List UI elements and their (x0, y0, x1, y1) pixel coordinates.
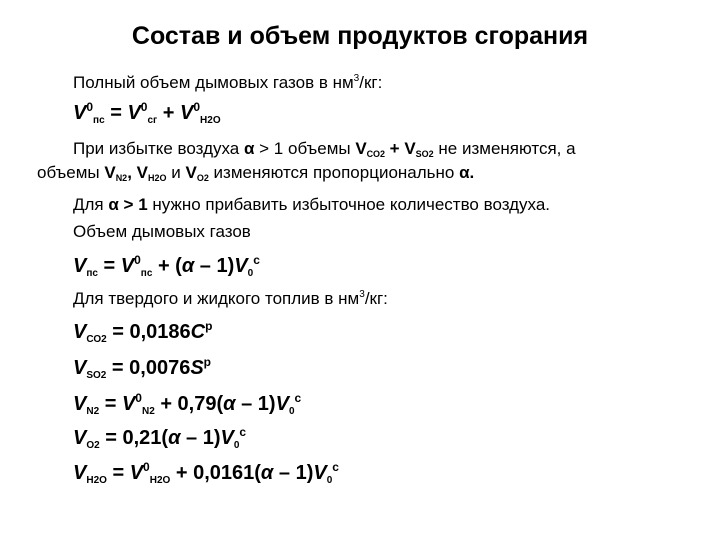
subscript: пс (93, 115, 105, 126)
var-s: S (190, 357, 204, 379)
text-span: не изменяются, а (433, 139, 576, 158)
text-span: нужно прибавить избыточное количество воздуха. (147, 195, 551, 214)
formula-total-volume (0, 100, 720, 126)
text-span: объемы (37, 163, 105, 182)
var-c: С (190, 321, 206, 343)
superscript: 0 (86, 100, 94, 114)
subscript: 0 (247, 268, 254, 279)
subscript: СО2 (86, 334, 107, 345)
superscript: р (205, 319, 213, 333)
var-v: V (136, 163, 148, 182)
var-v: V (73, 321, 87, 343)
subscript: пс (140, 268, 153, 279)
alpha-symbol: α (168, 427, 181, 449)
subscript: СО2 (366, 149, 385, 159)
subscript: O2 (86, 440, 100, 451)
superscript: 3 (359, 289, 365, 300)
subscript: пс (86, 268, 98, 279)
var-v: V (180, 102, 194, 124)
operator: = (104, 102, 128, 124)
var-v: V (121, 393, 136, 415)
superscript: с (332, 460, 339, 474)
text-span: Полный объем дымовых газов в нм (73, 73, 354, 92)
alpha-symbol: α (181, 255, 195, 277)
subscript: N2 (86, 406, 100, 417)
superscript: 0 (193, 100, 201, 114)
var-v: V (220, 427, 234, 449)
subscript: сг (147, 115, 158, 126)
var-v: V (129, 462, 144, 484)
operator: – 1) (194, 255, 235, 277)
subscript: H2O (149, 475, 171, 486)
operator: – 1) (180, 427, 221, 449)
superscript: 0 (134, 253, 141, 267)
var-v: V (120, 255, 135, 277)
operator: = 0,0186 (106, 321, 191, 343)
var-v: V (104, 163, 116, 182)
text-total-volume (0, 73, 720, 93)
text-excess-condition (0, 195, 720, 215)
subscript: H2O (148, 173, 167, 183)
text-span: /кг: (364, 289, 388, 308)
superscript: 0 (143, 460, 150, 474)
var-v: V (234, 255, 248, 277)
operator: + (384, 139, 405, 158)
subscript: N2 (141, 406, 155, 417)
condition: α > 1 (108, 195, 148, 214)
formula-so2-volume (0, 355, 720, 381)
text-span: /кг: (359, 73, 383, 92)
operator: = (106, 462, 130, 484)
operator: = (99, 393, 122, 415)
var-v: V (73, 255, 87, 277)
var-v: V (185, 163, 197, 182)
superscript: с (239, 425, 247, 439)
alpha-symbol: α. (459, 163, 475, 182)
text-span: Для (73, 195, 109, 214)
formula-flue-gas-volume (0, 253, 720, 279)
text-span: > 1 объемы (254, 139, 356, 158)
var-v: V (73, 462, 87, 484)
var-v: V (127, 102, 141, 124)
operator: = (97, 255, 121, 277)
text-span: Для твердого и жидкого топлив в нм (73, 289, 360, 308)
superscript: 0 (140, 100, 148, 114)
text-excess-air-line2 (0, 163, 720, 183)
text-flue-gas-volume: Объем дымовых газов (73, 222, 251, 241)
subscript: H2O (86, 475, 107, 486)
formula-h2o-volume (0, 460, 720, 486)
operator: + ( (152, 255, 182, 277)
subscript: SO2 (415, 149, 434, 159)
var-v: V (313, 462, 327, 484)
operator: + (157, 102, 180, 124)
operator: = 0,21( (99, 427, 169, 449)
superscript: с (294, 391, 302, 405)
text-span: изменяются пропорционально (208, 163, 460, 182)
subscript: 0 (326, 475, 333, 486)
formula-o2-volume (0, 425, 720, 451)
operator: – 1) (273, 462, 314, 484)
var-v: V (275, 393, 289, 415)
var-v: V (73, 427, 87, 449)
superscript: р (203, 355, 212, 369)
formula-n2-volume (0, 391, 720, 417)
var-v: V (73, 102, 87, 124)
superscript: 3 (353, 73, 360, 84)
page-title: Состав и объем продуктов сгорания (131, 22, 589, 50)
subscript: 0 (288, 406, 295, 417)
var-v: V (73, 357, 87, 379)
subscript: O2 (196, 173, 209, 183)
subscript: N2 (115, 173, 128, 183)
comma: , (127, 163, 137, 182)
subscript: 0 (233, 440, 240, 451)
operator: + 0,0161( (170, 462, 261, 484)
alpha-symbol: α (243, 139, 255, 158)
var-v: V (404, 139, 416, 158)
superscript: 0 (135, 391, 142, 405)
operator: + 0,79( (154, 393, 224, 415)
operator: – 1) (235, 393, 276, 415)
superscript: с (253, 253, 260, 267)
formula-co2-volume (0, 319, 720, 345)
operator: = 0,0076 (106, 357, 191, 379)
alpha-symbol: α (260, 462, 274, 484)
text-span: и (166, 163, 186, 182)
subscript: Н2О (200, 115, 221, 126)
text-solid-liquid-fuel (0, 289, 720, 309)
var-v: V (73, 393, 87, 415)
text-span: При избытке воздуха (73, 139, 244, 158)
text-excess-air-line1 (0, 139, 720, 159)
var-v: V (355, 139, 367, 158)
subscript: SO2 (86, 370, 107, 381)
alpha-symbol: α (223, 393, 236, 415)
